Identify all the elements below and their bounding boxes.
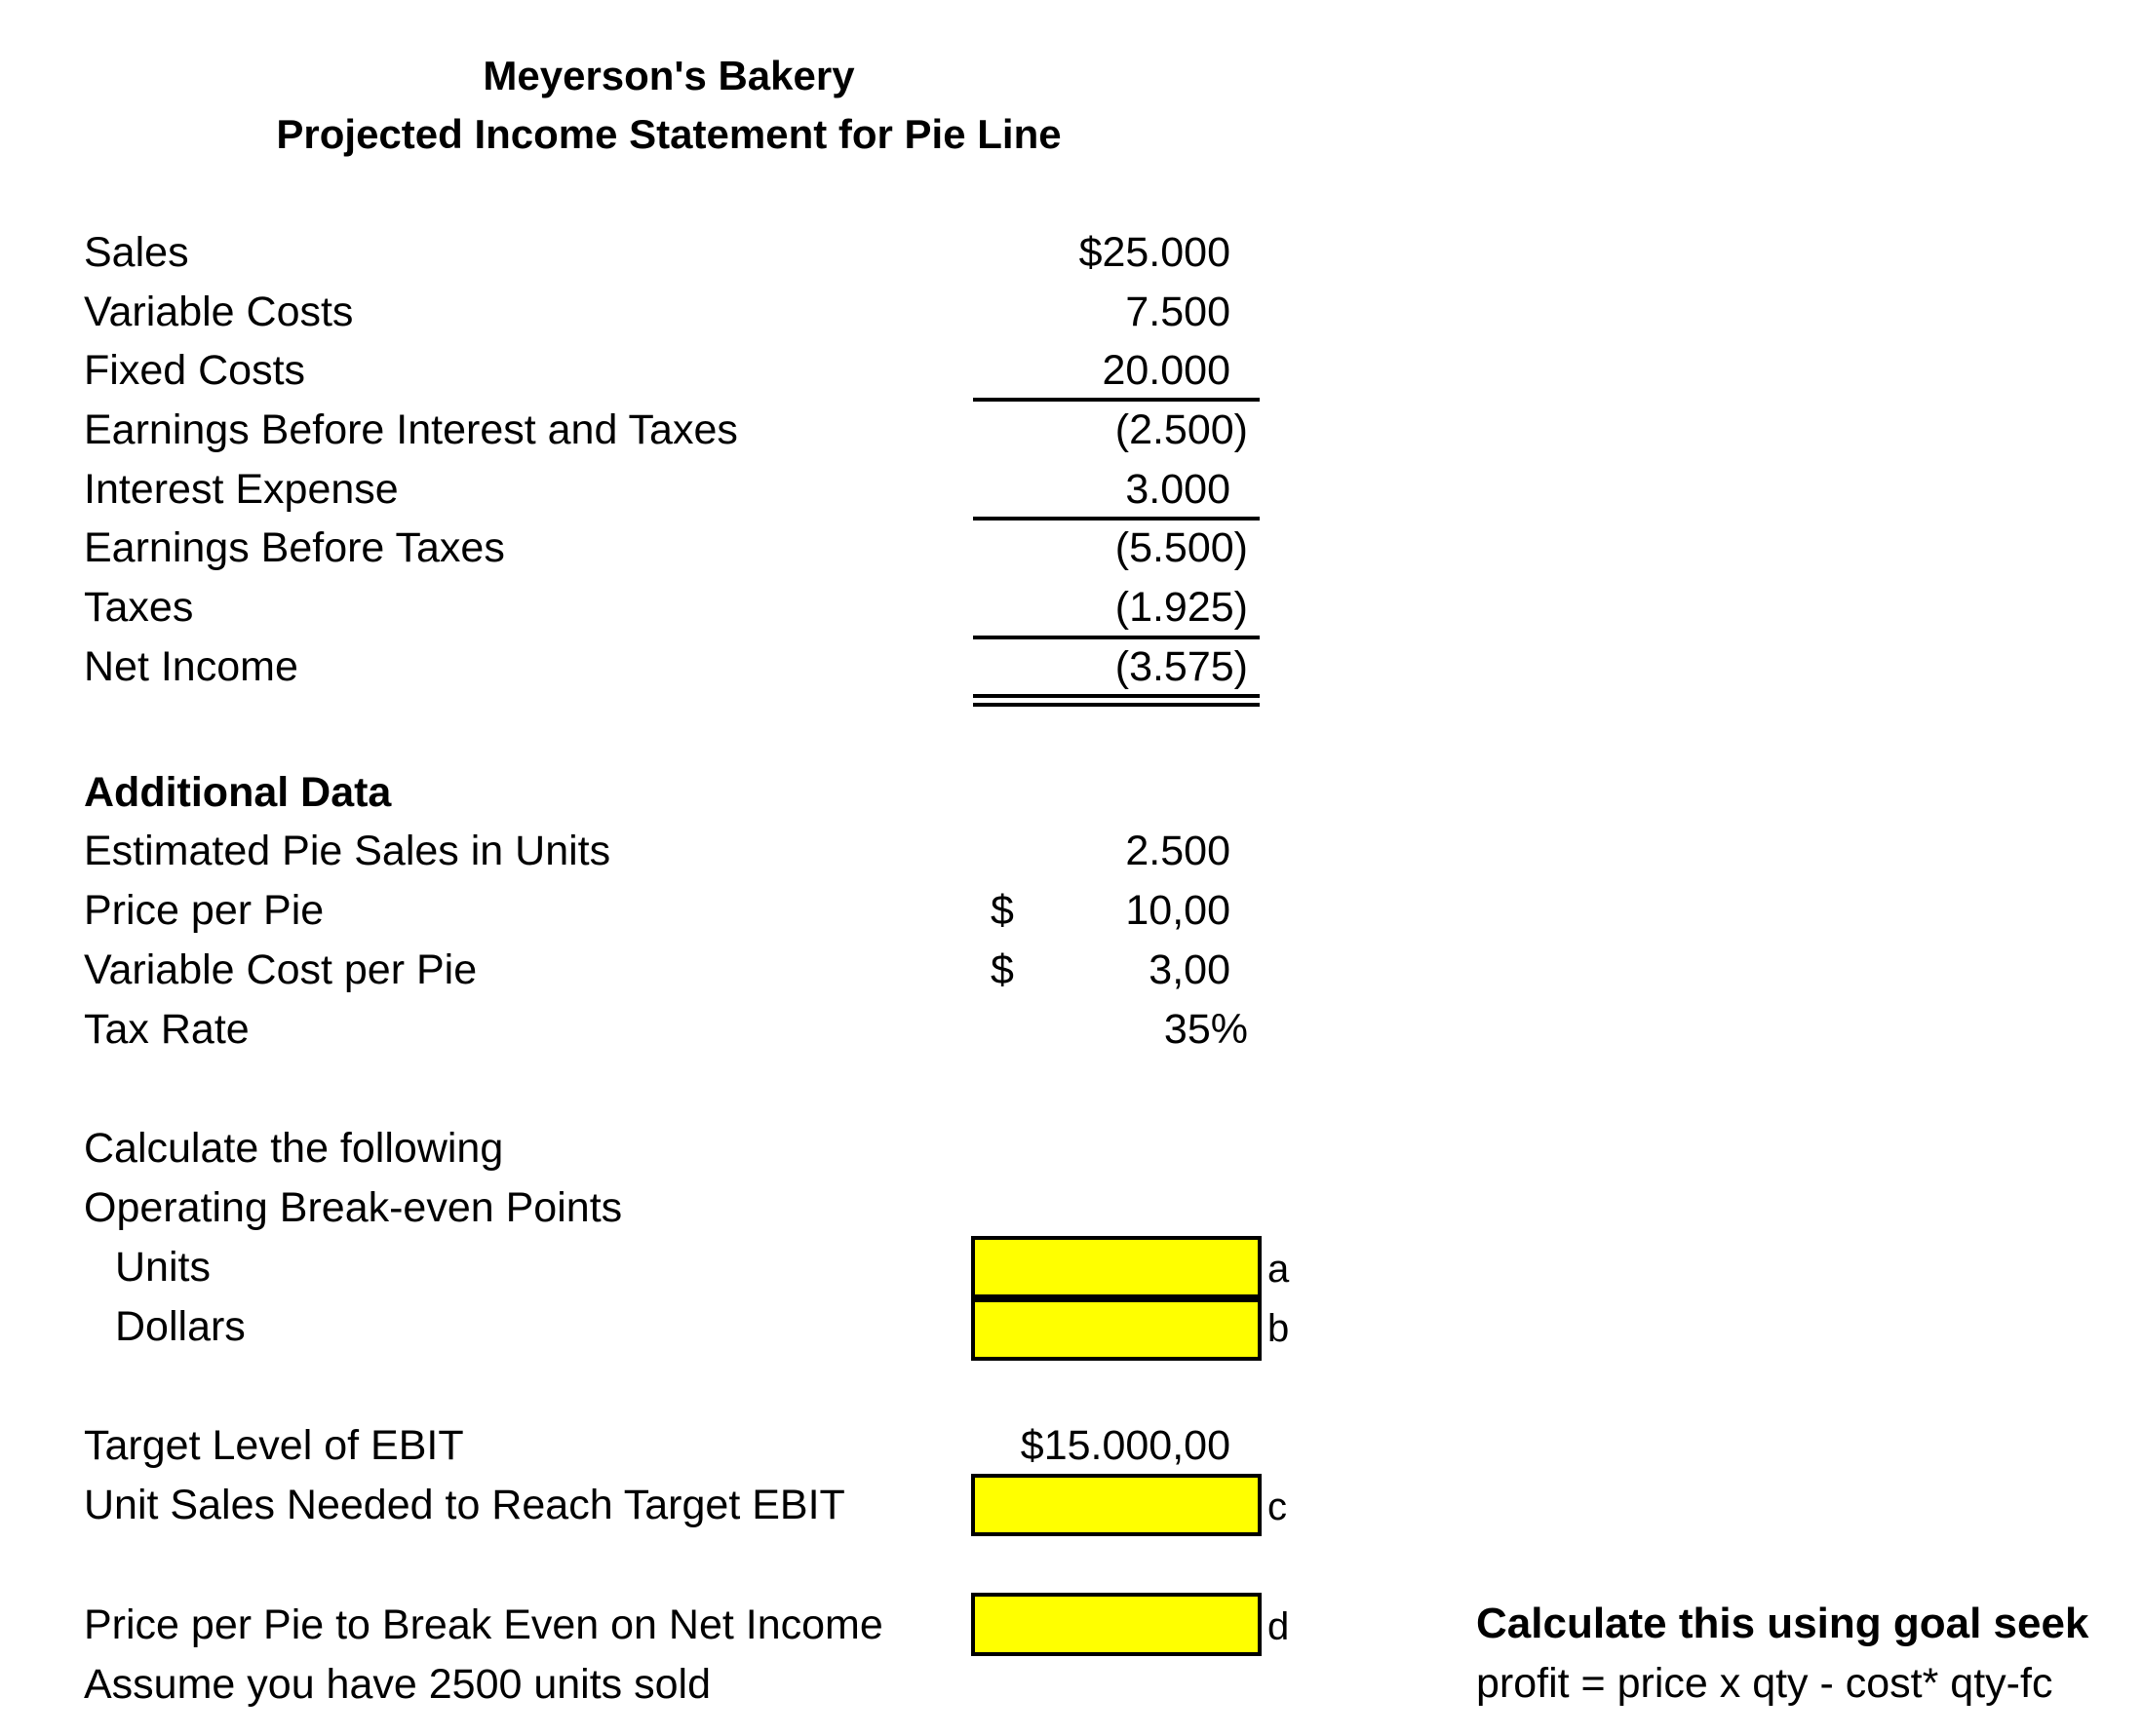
subtotal-rule	[973, 636, 1260, 639]
unit-sales-needed-input[interactable]	[971, 1474, 1262, 1536]
estimated-units-value[interactable]: 2.500	[1125, 828, 1230, 874]
calculate-intro: Calculate the following	[84, 1125, 504, 1172]
answer-mark-b: b	[1267, 1307, 1290, 1350]
assume-units-note: Assume you have 2500 units sold	[84, 1661, 712, 1708]
answer-mark-a: a	[1267, 1248, 1290, 1291]
target-ebit-value[interactable]: $15.000,00	[1020, 1422, 1230, 1469]
ebit-value[interactable]: (2.500)	[1114, 406, 1248, 453]
price-per-pie-label: Price per Pie	[84, 887, 325, 934]
ebit-label: Earnings Before Interest and Taxes	[84, 406, 738, 453]
subtotal-rule	[973, 517, 1260, 521]
fixed-costs-value[interactable]: 20.000	[1102, 347, 1230, 394]
statement-title: Projected Income Statement for Pie Line	[276, 111, 1062, 157]
price-per-pie-value[interactable]: 10,00	[1125, 887, 1230, 934]
units-label: Units	[115, 1244, 211, 1291]
taxes-label: Taxes	[84, 584, 194, 631]
breakeven-heading: Operating Break-even Points	[84, 1184, 623, 1231]
net-income-label: Net Income	[84, 643, 298, 690]
breakeven-units-input[interactable]	[971, 1236, 1262, 1298]
ebt-value[interactable]: (5.500)	[1114, 524, 1248, 571]
company-name: Meyerson's Bakery	[483, 53, 855, 98]
target-ebit-label: Target Level of EBIT	[84, 1422, 464, 1469]
goal-seek-title: Calculate this using goal seek	[1476, 1600, 2089, 1647]
answer-mark-c: c	[1267, 1485, 1287, 1528]
currency-symbol: $	[991, 946, 1014, 993]
ebt-label: Earnings Before Taxes	[84, 524, 505, 571]
subtotal-rule	[973, 398, 1260, 402]
variable-costs-value[interactable]: 7.500	[1125, 289, 1230, 335]
sales-value[interactable]: $25.000	[1078, 229, 1230, 276]
price-break-even-label: Price per Pie to Break Even on Net Income	[84, 1601, 883, 1648]
variable-cost-per-pie-label: Variable Cost per Pie	[84, 946, 478, 993]
interest-expense-label: Interest Expense	[84, 466, 399, 513]
price-break-even-input[interactable]	[971, 1593, 1262, 1656]
answer-mark-d: d	[1267, 1605, 1290, 1648]
sales-label: Sales	[84, 229, 189, 276]
estimated-units-label: Estimated Pie Sales in Units	[84, 828, 611, 874]
additional-data-heading: Additional Data	[84, 769, 392, 816]
currency-symbol: $	[991, 887, 1014, 934]
interest-expense-value[interactable]: 3.000	[1125, 466, 1230, 513]
tax-rate-label: Tax Rate	[84, 1006, 250, 1053]
variable-cost-per-pie-value[interactable]: 3,00	[1149, 946, 1230, 993]
tax-rate-value[interactable]: 35%	[1163, 1006, 1248, 1053]
dollars-label: Dollars	[115, 1303, 246, 1350]
variable-costs-label: Variable Costs	[84, 289, 354, 335]
total-double-rule	[973, 694, 1260, 707]
net-income-value[interactable]: (3.575)	[1114, 643, 1248, 690]
breakeven-dollars-input[interactable]	[971, 1298, 1262, 1361]
taxes-value[interactable]: (1.925)	[1114, 584, 1248, 631]
fixed-costs-label: Fixed Costs	[84, 347, 306, 394]
unit-sales-needed-label: Unit Sales Needed to Reach Target EBIT	[84, 1482, 845, 1528]
profit-formula: profit = price x qty - cost* qty-fc	[1476, 1660, 2053, 1707]
